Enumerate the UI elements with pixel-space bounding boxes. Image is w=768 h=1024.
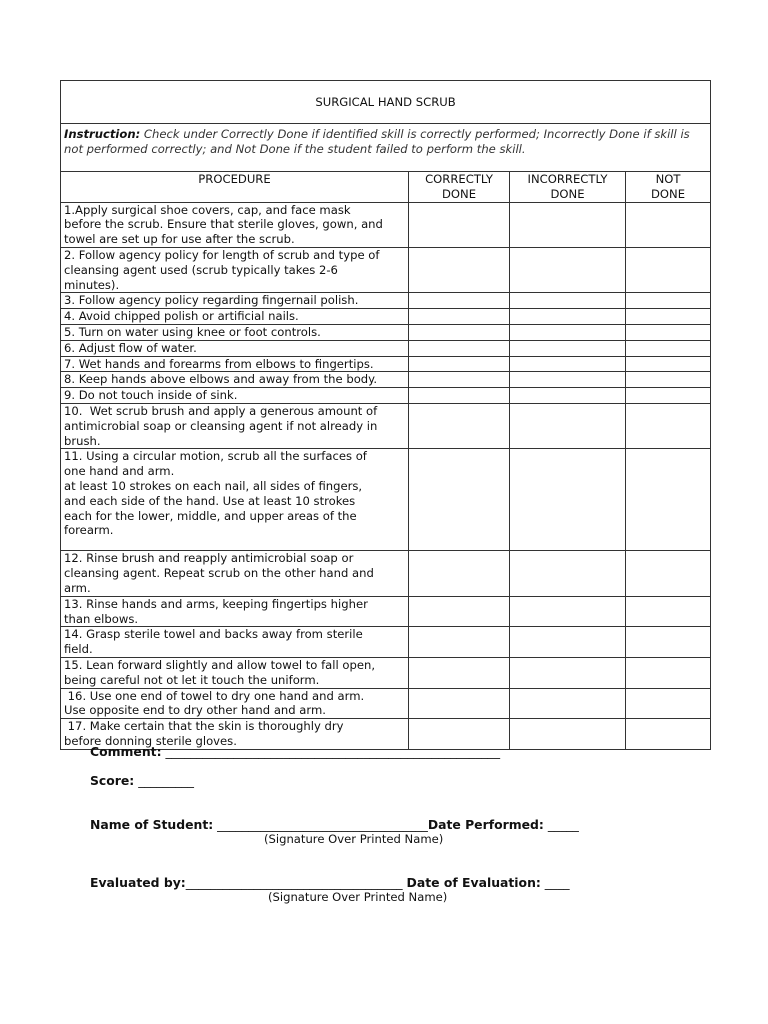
comment-line <box>90 744 500 759</box>
not-done-checkbox[interactable] <box>626 403 711 448</box>
not-done-checkbox[interactable] <box>626 449 711 551</box>
student-signature-caption: (Signature Over Printed Name) <box>264 832 444 846</box>
incorrectly-done-checkbox[interactable] <box>510 403 626 448</box>
incorrectly-done-checkbox[interactable] <box>510 596 626 627</box>
score-label: Score: <box>90 773 135 788</box>
column-header-row <box>61 172 711 203</box>
incorrectly-done-checkbox[interactable] <box>510 202 626 247</box>
not-done-checkbox[interactable] <box>626 324 711 340</box>
correctly-done-checkbox[interactable] <box>409 657 510 688</box>
not-done-checkbox[interactable] <box>626 340 711 356</box>
procedure-row <box>61 688 711 719</box>
date-performed-label: Date Performed: <box>427 817 544 832</box>
procedure-step-text: 14. Grasp sterile towel and backs away from sterile field. <box>61 627 409 658</box>
procedure-step-text: 17. Make certain that the skin is thoroughly dry before donning sterile gloves. <box>61 719 409 750</box>
instruction-label: Instruction: <box>64 127 141 141</box>
incorrectly-done-checkbox[interactable] <box>510 372 626 388</box>
correctly-done-checkbox[interactable] <box>409 247 510 292</box>
student-line <box>90 817 579 832</box>
procedure-row <box>61 551 711 596</box>
procedure-row <box>61 340 711 356</box>
incorrectly-done-checkbox[interactable] <box>510 449 626 551</box>
date-of-evaluation-field[interactable]: ____ <box>544 875 570 890</box>
procedure-row <box>61 657 711 688</box>
incorrectly-done-checkbox[interactable] <box>510 719 626 750</box>
not-done-header: NOT DONE <box>626 172 711 203</box>
procedure-row <box>61 596 711 627</box>
procedure-row <box>61 324 711 340</box>
correctly-done-checkbox[interactable] <box>409 388 510 404</box>
not-done-checkbox[interactable] <box>626 293 711 309</box>
instruction <box>61 124 711 172</box>
skills-checklist-table <box>60 80 711 750</box>
not-done-checkbox[interactable] <box>626 688 711 719</box>
score-field[interactable]: _________ <box>138 773 194 788</box>
not-done-checkbox[interactable] <box>626 309 711 325</box>
instruction-text: Check under Correctly Done if identified skill is correctly performed; Incorrectly Done if skill is not performed correctly; and Not Done if the student failed to perform the skill. <box>64 127 690 156</box>
evaluator-line <box>90 875 570 890</box>
procedure-row <box>61 202 711 247</box>
procedure-row <box>61 627 711 658</box>
not-done-checkbox[interactable] <box>626 719 711 750</box>
procedure-step-text: 9. Do not touch inside of sink. <box>61 388 409 404</box>
correctly-done-checkbox[interactable] <box>409 449 510 551</box>
correctly-done-checkbox[interactable] <box>409 627 510 658</box>
incorrectly-done-checkbox[interactable] <box>510 293 626 309</box>
correctly-done-checkbox[interactable] <box>409 202 510 247</box>
incorrectly-done-checkbox[interactable] <box>510 356 626 372</box>
procedure-step-text: 2. Follow agency policy for length of scrub and type of cleansing agent used (scrub typically takes 2-6 minutes). <box>61 247 409 292</box>
procedure-step-text: 13. Rinse hands and arms, keeping fingertips higher than elbows. <box>61 596 409 627</box>
not-done-checkbox[interactable] <box>626 551 711 596</box>
procedure-row <box>61 356 711 372</box>
date-of-evaluation-label: Date of Evaluation: <box>406 875 541 890</box>
student-label: Name of Student: <box>90 817 214 832</box>
correctly-done-checkbox[interactable] <box>409 293 510 309</box>
incorrectly-done-checkbox[interactable] <box>510 247 626 292</box>
procedure-step-text: 4. Avoid chipped polish or artificial nails. <box>61 309 409 325</box>
form-title: SURGICAL HAND SCRUB <box>61 81 711 124</box>
procedure-row <box>61 247 711 292</box>
procedure-step-text: 8. Keep hands above elbows and away from the body. <box>61 372 409 388</box>
not-done-checkbox[interactable] <box>626 388 711 404</box>
procedure-step-text: 3. Follow agency policy regarding fingernail polish. <box>61 293 409 309</box>
not-done-checkbox[interactable] <box>626 247 711 292</box>
incorrectly-done-checkbox[interactable] <box>510 688 626 719</box>
score-line <box>90 773 194 788</box>
correctly-done-checkbox[interactable] <box>409 551 510 596</box>
not-done-checkbox[interactable] <box>626 627 711 658</box>
comment-field[interactable]: ______________________________________________________ <box>165 744 501 759</box>
procedure-step-text: 15. Lean forward slightly and allow towel to fall open, being careful not ot let it touch the uniform. <box>61 657 409 688</box>
correctly-done-checkbox[interactable] <box>409 356 510 372</box>
procedure-step-text: 5. Turn on water using knee or foot controls. <box>61 324 409 340</box>
procedure-row <box>61 449 711 551</box>
incorrectly-done-checkbox[interactable] <box>510 657 626 688</box>
not-done-checkbox[interactable] <box>626 596 711 627</box>
procedure-row <box>61 293 711 309</box>
procedure-steps <box>61 202 711 749</box>
correctly-done-checkbox[interactable] <box>409 324 510 340</box>
incorrectly-done-checkbox[interactable] <box>510 551 626 596</box>
not-done-checkbox[interactable] <box>626 372 711 388</box>
procedure-step-text: 16. Use one end of towel to dry one hand and arm. Use opposite end to dry other hand and arm. <box>61 688 409 719</box>
student-name-field[interactable]: __________________________________ <box>217 817 428 832</box>
procedure-step-text: 6. Adjust flow of water. <box>61 340 409 356</box>
procedure-header: PROCEDURE <box>61 172 409 203</box>
correctly-done-checkbox[interactable] <box>409 372 510 388</box>
incorrectly-done-header: INCORRECTLY DONE <box>510 172 626 203</box>
correctly-done-header: CORRECTLY DONE <box>409 172 510 203</box>
procedure-row <box>61 309 711 325</box>
comment-label: Comment: <box>90 744 162 759</box>
correctly-done-checkbox[interactable] <box>409 340 510 356</box>
correctly-done-checkbox[interactable] <box>409 309 510 325</box>
evaluated-by-label: Evaluated by: <box>90 875 186 890</box>
procedure-step-text: 11. Using a circular motion, scrub all the surfaces of one hand and arm. at least 10 strokes on each nail, all sides of fingers, and each side of the hand. Use at least 10 strokes each for the lower, middle, and upper areas of the forearm. <box>61 449 409 551</box>
not-done-checkbox[interactable] <box>626 356 711 372</box>
procedure-step-text: 12. Rinse brush and reapply antimicrobial soap or cleansing agent. Repeat scrub on the other hand and arm. <box>61 551 409 596</box>
procedure-row <box>61 372 711 388</box>
incorrectly-done-checkbox[interactable] <box>510 324 626 340</box>
correctly-done-checkbox[interactable] <box>409 596 510 627</box>
correctly-done-checkbox[interactable] <box>409 403 510 448</box>
procedure-step-text: 1.Apply surgical shoe covers, cap, and face mask before the scrub. Ensure that sterile gloves, gown, and towel are set up for use after the scrub. <box>61 202 409 247</box>
evaluator-signature-caption: (Signature Over Printed Name) <box>268 890 448 904</box>
evaluator-name-field[interactable]: ___________________________________ <box>185 875 403 890</box>
incorrectly-done-checkbox[interactable] <box>510 388 626 404</box>
not-done-checkbox[interactable] <box>626 657 711 688</box>
procedure-row <box>61 388 711 404</box>
incorrectly-done-checkbox[interactable] <box>510 340 626 356</box>
date-performed-field[interactable]: _____ <box>547 817 579 832</box>
incorrectly-done-checkbox[interactable] <box>510 627 626 658</box>
not-done-checkbox[interactable] <box>626 202 711 247</box>
incorrectly-done-checkbox[interactable] <box>510 309 626 325</box>
procedure-step-text: 7. Wet hands and forearms from elbows to fingertips. <box>61 356 409 372</box>
procedure-step-text: 10. Wet scrub brush and apply a generous amount of antimicrobial soap or cleansing agent if not already in brush. <box>61 403 409 448</box>
procedure-row <box>61 403 711 448</box>
correctly-done-checkbox[interactable] <box>409 688 510 719</box>
